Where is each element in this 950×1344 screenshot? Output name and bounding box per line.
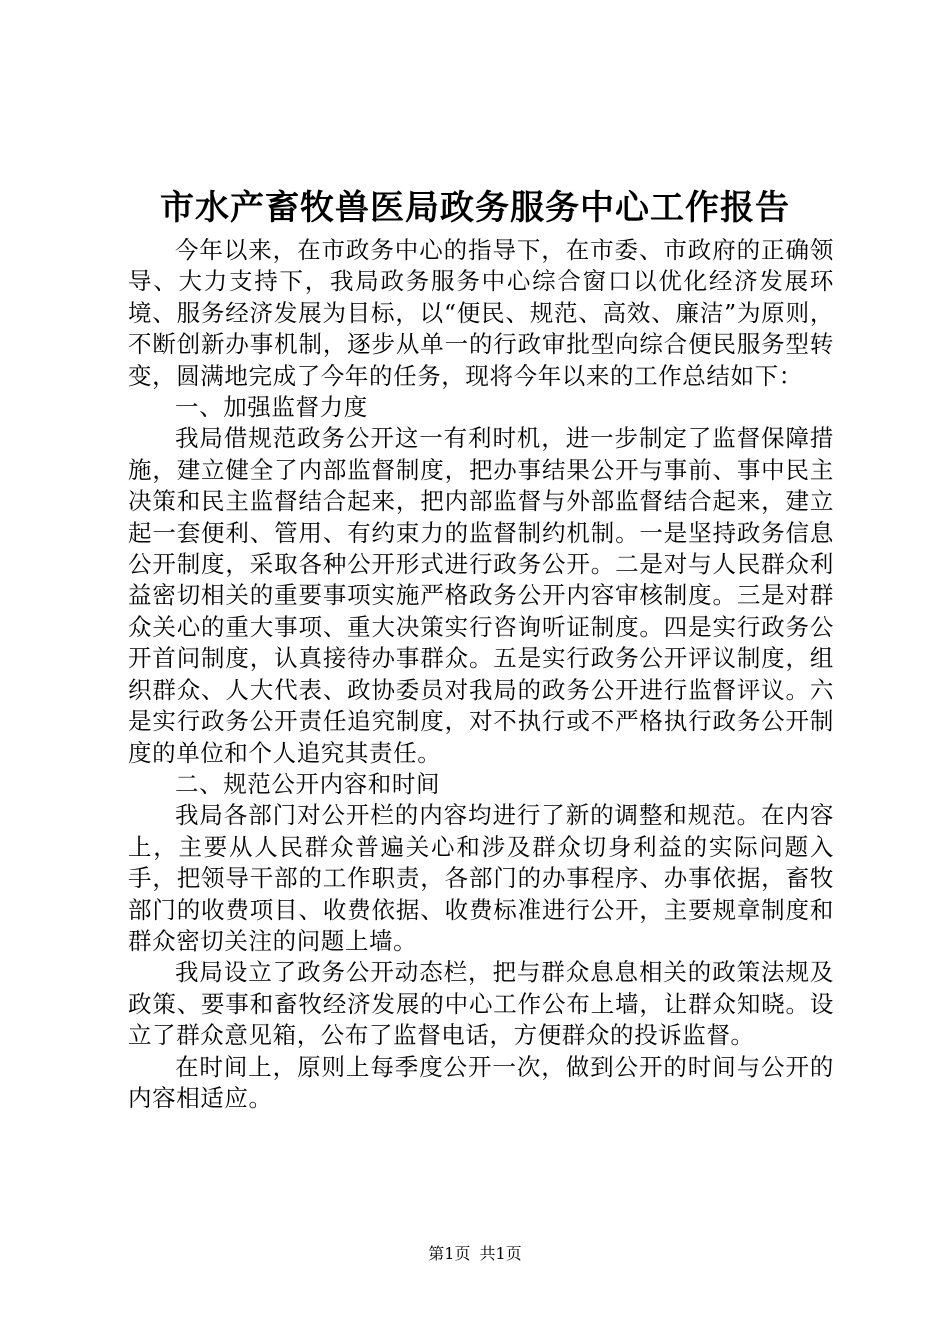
paragraph-supervision: 我局借规范政务公开这一有利时机，进一步制定了监督保障措施，建立健全了内部监督制度，把办事结果公开与事前、事中民主决策和民主监督结合起来，把内部监督与外部监督结合起来，建立起一套便利、管用、有约束力的监督制约机制。一是坚持政务信息公开制度，采取各种公开形式进行政务公开。二是对与人民群众利益密切相关的重要事项实施严格政务公开内容审核制度。三是对群众关心的重大事项、重大决策实行咨询听证制度。四是实行政务公开首问制度，认真接待办事群众。五是实行政务公开评议制度，组织群众、人大代表、政协委员对我局的政务公开进行监督评议。六是实行政务公开责任追究制度，对不执行或不严格执行政务公开制度的单位和个人追究其责任。 (128, 424, 834, 767)
paragraph-intro: 今年以来，在市政务中心的指导下，在市委、市政府的正确领导、大力支持下，我局政务服务中心综合窗口以优化经济发展环境、服务经济发展为目标，以“便民、规范、高效、廉洁”为原则，不断创新办事机制，逐步从单一的行政审批型向综合便民服务型转变，圆满地完成了今年的任务，现将今年以来的工作总结如下： (128, 236, 834, 390)
paragraph-content: 我局各部门对公开栏的内容均进行了新的调整和规范。在内容上，主要从人民群众普遍关心和涉及群众切身利益的实际问题入手，把领导干部的工作职责，各部门的办事程序、办事依据，畜牧部门的收费项目、收费依据、收费标准进行公开，主要规章制度和群众密切关注的问题上墙。 (128, 801, 834, 955)
section-heading-2: 二、规范公开内容和时间 (175, 769, 441, 798)
page-total: 共1页 (479, 1244, 522, 1263)
paragraph-dynamic-board: 我局设立了政务公开动态栏，把与群众息息相关的政策法规及政策、要事和畜牧经济发展的中心工作公布上墙，让群众知晓。设立了群众意见箱，公布了监督电话，方便群众的投诉监督。 (128, 958, 834, 1050)
page-footer (0, 1243, 950, 1265)
document-body (128, 235, 834, 1114)
page-number: 第1页 (428, 1244, 471, 1263)
paragraph-timing: 在时间上，原则上每季度公开一次，做到公开的时间与公开的内容相适应。 (128, 1052, 834, 1112)
document-title: 市水产畜牧兽医局政务服务中心工作报告 (160, 188, 790, 228)
section-heading-1: 一、加强监督力度 (175, 393, 368, 422)
